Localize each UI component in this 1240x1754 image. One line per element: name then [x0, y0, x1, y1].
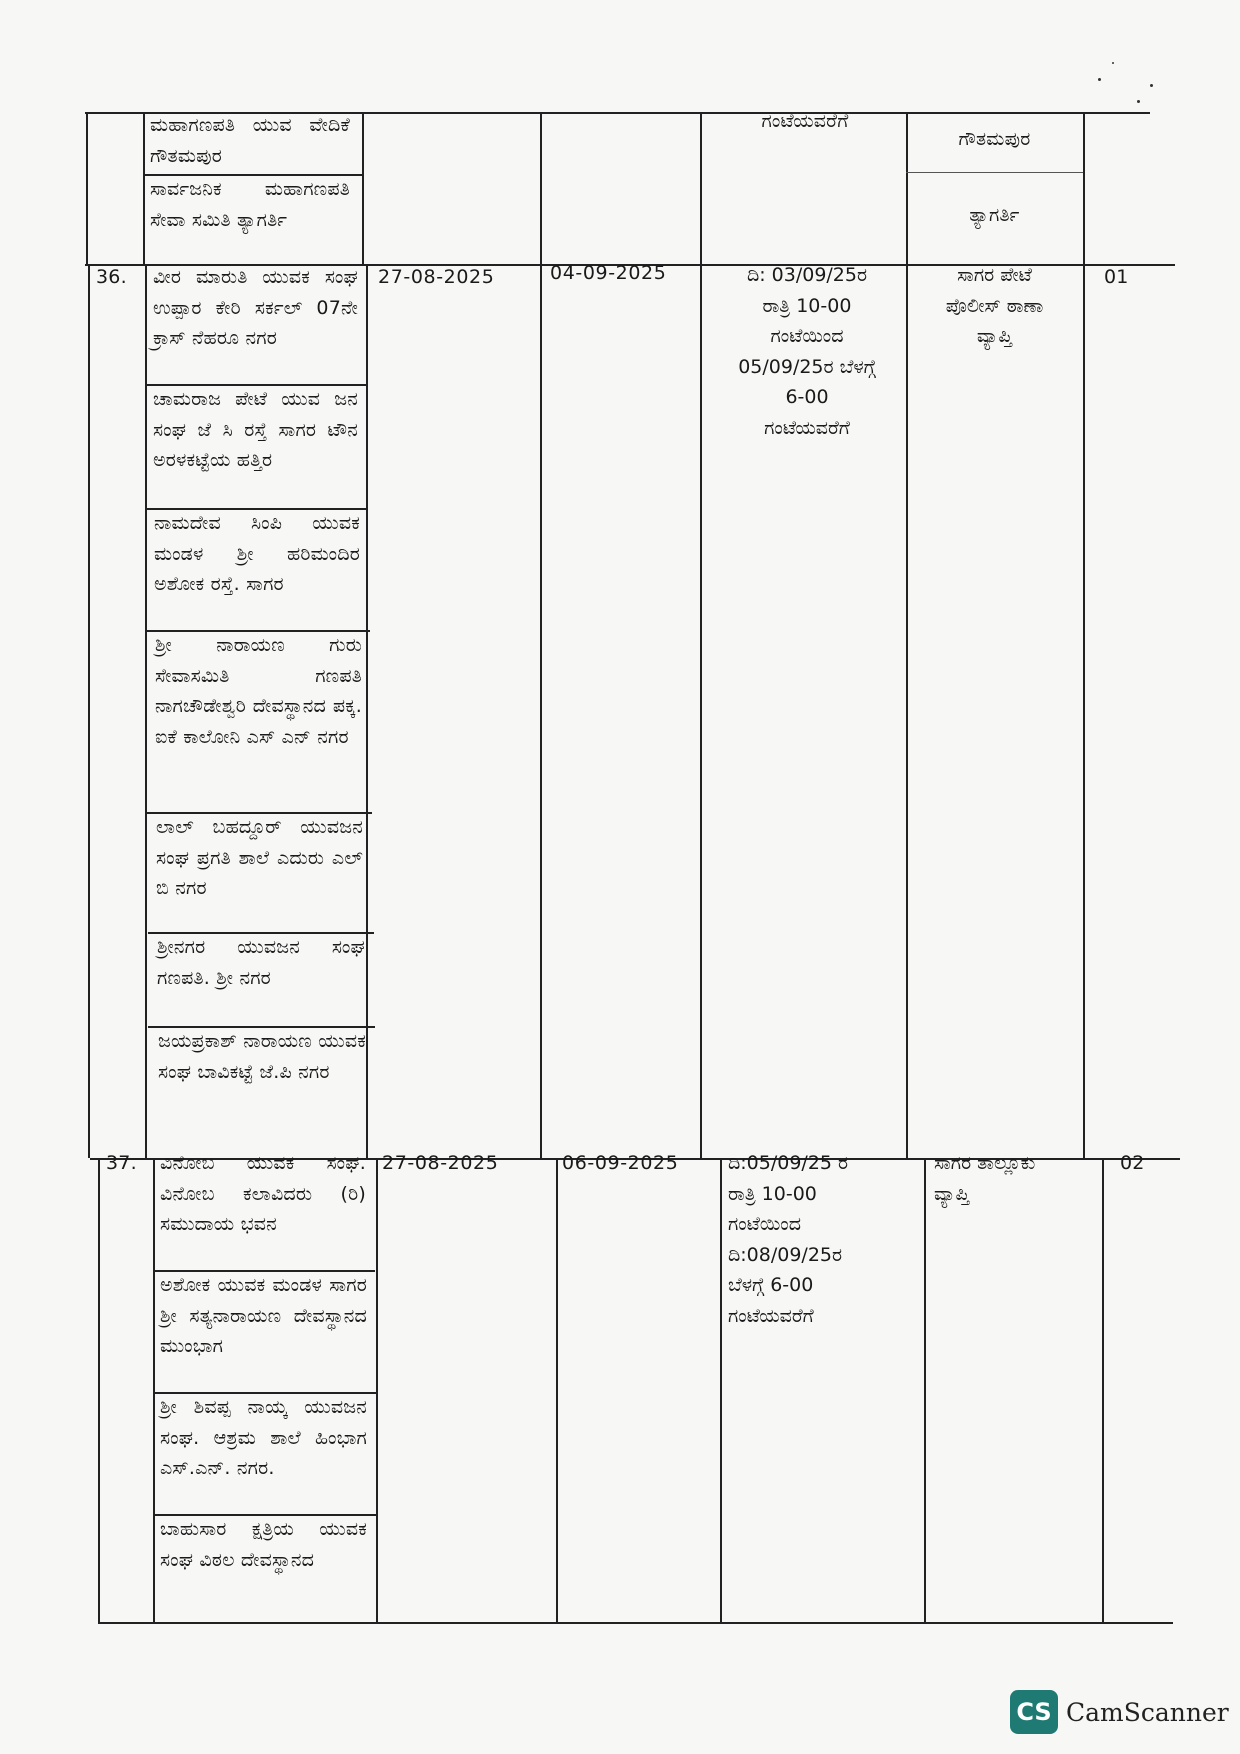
row36-time-line-1: ದಿ: 03/09/25ರ: [746, 264, 868, 286]
row36-org-6: ಶ್ರೀನಗರ ಯುವಜನ ಸಂಘ ಗಣಪತಿ. ಶ್ರೀ ನಗರ: [157, 936, 365, 989]
row37-time-line-1: ದಿ:05/09/25 ರ: [728, 1152, 849, 1174]
col-datefrom-right-border: [540, 112, 542, 1158]
continuation-area-1: ಗೌತಮಪುರ: [958, 128, 1031, 150]
row36-org-2: ಚಾಮರಾಜ ಪೇಟೆ ಯುವ ಜನ ಸಂಘ ಜೆ ಸಿ ರಸ್ತೆ ಸಾಗರ ಟೌನ ಅರಳಕಟ್ಟೆಯ ಹತ್ತಿರ: [153, 388, 358, 471]
row37-date-from: 27-08-2025: [382, 1152, 499, 1174]
row36-area-block: [906, 260, 1083, 352]
row36-org-5: ಲಾಲ್ ಬಹದ್ದೂರ್ ಯುವಜನ ಸಂಘ ಪ್ರಗತಿ ಶಾಲೆ ಎದುರು ಎಲ್ ಬಿ ನಗರ: [156, 816, 363, 899]
row36-org-3: ನಾಮದೇವ ಸಿಂಪಿ ಯುವಕ ಮಂಡಳ ಶ್ರೀ ಹರಿಮಂದಿರ ಅಶೋಕ ರಸ್ತೆ. ಸಾಗರ: [154, 512, 360, 595]
row36-area-line-1: ಸಾಗರ ಪೇಟೆ: [957, 264, 1032, 286]
col-time-right-border-2: [924, 1158, 926, 1623]
continuation-area-2: ತ್ಯಾಗರ್ತಿ: [969, 204, 1020, 226]
scan-speck: [1150, 84, 1153, 87]
col-dateto-right-border: [700, 112, 702, 1158]
row36-org-4: ಶ್ರೀ ನಾರಾಯಣ ಗುರು ಸೇವಾಸಮಿತಿ ಗಣಪತಿ ನಾಗಚೌಡೇಶ್ವರಿ ದೇವಸ್ಥಾನದ ಪಕ್ಕ. ಐಕೆ ಕಾಲೋನಿ ಎಸ್ ಎನ್ ನಗರ: [155, 634, 362, 748]
row37-area-block: [934, 1148, 1099, 1209]
row37-org-2: ಅಶೋಕ ಯುವಕ ಮಂಡಳ ಸಾಗರ ಶ್ರೀ ಸತ್ಯನಾರಾಯಣ ದೇವಸ್ಥಾನದ ಮುಂಭಾಗ: [160, 1274, 367, 1357]
row37-time-line-2: ರಾತ್ರಿ 10-00: [728, 1182, 817, 1205]
table-bottom-border: [98, 1622, 1173, 1624]
continuation-area-divider: [906, 172, 1083, 173]
row36-number: 36.: [96, 266, 127, 288]
camscanner-label: CamScanner: [1066, 1698, 1229, 1727]
col-area-right-border-2: [1102, 1158, 1104, 1623]
col-org-left-border-2: [145, 264, 147, 1158]
row37-org-1: ವಿನೋಬ ಯುವಕ ಸಂಘ. ವಿನೋಬ ಕಲಾವಿದರು (ರಿ) ಸಮುದಾಯ ಭವನ: [160, 1152, 366, 1235]
col-org-left-border-3: [153, 1158, 155, 1623]
row36-time-block: [712, 260, 902, 443]
row37-org-4: ಬಾಹುಸಾರ ಕ್ಷತ್ರಿಯ ಯುವಕ ಸಂಘ ವಿಠಲ ದೇವಸ್ಥಾನದ: [160, 1518, 367, 1571]
row36-time-line-2: ರಾತ್ರಿ 10-00: [762, 294, 852, 317]
row37-time-line-5: ಬೆಳಗ್ಗೆ 6-00: [728, 1274, 814, 1296]
col-datefrom-right-border-2: [556, 1158, 558, 1623]
row36-time-line-3: ಗಂಟೆಯಿಂದ: [770, 325, 844, 347]
continuation-org-2: ಸಾರ್ವಜನಿಕ ಮಹಾಗಣಪತಿ ಸೇವಾ ಸಮಿತಿ ತ್ಯಾಗರ್ತಿ: [150, 178, 350, 231]
col-sno-left-border-2: [88, 264, 90, 1158]
row36-count: 01: [1104, 266, 1129, 288]
continuation-org-1: ಮಹಾಗಣಪತಿ ಯುವ ವೇದಿಕೆ ಗೌತಮಪುರ: [150, 114, 350, 167]
scan-speck: [1137, 100, 1140, 103]
col-org-left-border: [143, 112, 145, 264]
row36-area-line-2: ಪೊಲೀಸ್ ಠಾಣಾ: [945, 294, 1044, 317]
row37-area-line-2: ವ್ಯಾಪ್ತಿ: [934, 1182, 970, 1205]
row36-org-1: ವೀರ ಮಾರುತಿ ಯುವಕ ಸಂಘ ಉಪ್ಪಾರ ಕೇರಿ ಸರ್ಕಲ್ 07ನೇ ಕ್ರಾಸ್ ನೆಹರೂ ನಗರ: [153, 266, 358, 349]
row36-time-line-6: ಗಂಟೆಯವರೆಗೆ: [764, 416, 850, 439]
row37-time-block: [728, 1148, 920, 1331]
row37-time-line-6: ಗಂಟೆಯವರೆಗೆ: [728, 1304, 814, 1327]
col-org-right-border: [362, 112, 364, 264]
continuation-time-tail: ಗಂಟೆಯವರೆಗೆ: [761, 110, 849, 132]
col-sno-left-border: [86, 112, 88, 264]
col-org-right-border-3: [376, 1158, 378, 1623]
row36-area-line-3: ವ್ಯಾಪ್ತಿ: [976, 325, 1013, 347]
row37-time-line-3: ಗಂಟೆಯಿಂದ: [728, 1213, 801, 1235]
row36-org-7: ಜಯಪ್ರಕಾಶ್ ನಾರಾಯಣ ಯುವಕ ಸಂಘ ಬಾವಿಕಟ್ಟೆ ಜೆ.ಪಿ ನಗರ: [158, 1030, 366, 1083]
col-area-right-border: [1083, 112, 1085, 1158]
row37-number: 37.: [106, 1152, 137, 1174]
camscanner-logo-icon: CS: [1010, 1690, 1058, 1734]
col-dateto-right-border-2: [720, 1158, 722, 1623]
row36-time-line-5: 6-00: [785, 386, 829, 408]
row36-date-to: 04-09-2025: [550, 262, 667, 284]
row36-time-line-4: 05/09/25ರ ಬೆಳಗ್ಗೆ: [738, 355, 876, 378]
row37-org-3: ಶ್ರೀ ಶಿವಪ್ಪ ನಾಯ್ಕ ಯುವಜನ ಸಂಘ. ಆಶ್ರಮ ಶಾಲೆ ಹಿಂಭಾಗ ಎಸ್.ಎನ್. ನಗರ.: [160, 1396, 367, 1479]
scan-speck: [1112, 62, 1114, 64]
row37-date-to: 06-09-2025: [562, 1152, 679, 1174]
row37-area-line-1: ಸಾಗರ ತಾಲ್ಲೂಕು: [934, 1152, 1036, 1174]
col-org-right-border-2: [366, 264, 368, 1158]
col-sno-left-border-3: [98, 1158, 100, 1623]
row37-time-line-4: ದಿ:08/09/25ರ: [728, 1243, 843, 1266]
scan-speck: [1098, 78, 1101, 81]
row37-count: 02: [1120, 1152, 1145, 1174]
row36-date-from: 27-08-2025: [378, 266, 495, 288]
